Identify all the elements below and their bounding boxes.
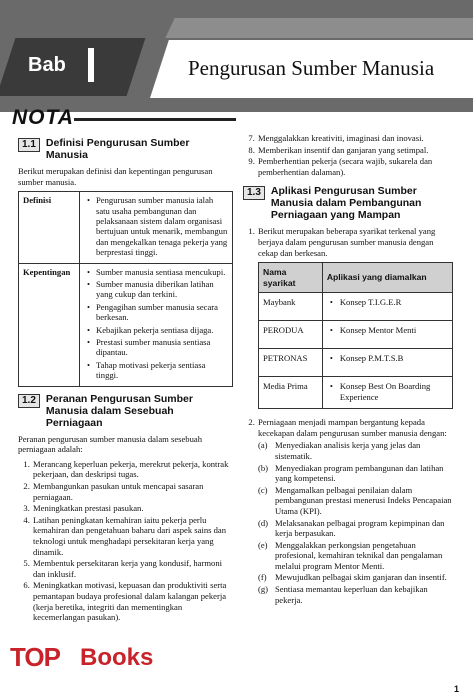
sub-label: (a) [258,440,268,451]
section-1-3-heading [243,185,453,221]
description-cell [80,192,233,263]
section-number: 1.3 [243,186,265,200]
concept-cell [322,377,452,409]
table-header-row [259,263,453,293]
section-title: Definisi Pengurusan Sumber Manusia [45,137,190,161]
list-item: • Sumber manusia diberikan latihan yang cukup dan terkini. [96,279,228,300]
list-item: 5. Membentuk persekitaran kerja yang kondusif, harmoni dan inklusif. [32,558,233,579]
section-title: Peranan Pengurusan Sumber Manusia dalam Sesebuah Perniagaan [45,392,193,429]
sub-item [258,462,453,484]
watermark-books: Books [80,644,154,671]
left-column [18,133,233,624]
sub-label: (g) [258,584,269,595]
sub-label: (d) [258,517,269,528]
table-row [19,192,233,263]
table-row [259,349,453,377]
sub-item [258,484,453,517]
list-item: 8. Memberikan insentif dan ganjaran yang setimpal. [257,145,453,156]
company-cell: PERODUA [259,321,323,349]
list-item: • Tahap motivasi pekerja sentiasa tinggi. [96,360,228,381]
term-cell: Kepentingan [19,263,80,386]
section-intro: Peranan pengurusan sumber manusia dalam sesebuah perniagaan adalah: [18,433,202,455]
section-intro: Berikut merupakan definisi dan kepentingan pengurusan sumber manusia. [18,166,213,187]
application-points [243,226,453,605]
list-item: • Konsep P.M.T.S.B [339,353,448,363]
list-item [257,417,453,605]
sub-item [258,539,453,572]
company-table [258,262,453,409]
list-item: • Pengurusan sumber manusia ialah satu usaha pembangunan dan pelaksanaan sistem dalam organisasi bertujuan untuk menarik, membangun dan mengekalkan tenaga pekerja yang berprestasi tinggi. [96,195,228,257]
sub-text: Melaksanakan pelbagai program kepimpinan dan kerja berpasukan. [275,517,445,539]
table-row [259,321,453,349]
sub-text: Menyediakan analisis kerja yang jelas dan sistematik. [275,440,421,461]
list-item: • Pengagihan sumber manusia secara berkesan. [96,302,228,323]
column-header: Aplikasi yang diamalkan [322,263,452,293]
list-item: 3. Meningkatkan prestasi pasukan. [32,503,233,514]
list-item: • Sumber manusia sentiasa mencukupi. [96,267,228,277]
sub-text: Mengamalkan pelbagai penilaian dalam pembangunan prestasi menerusi Indeks Pencapaian Utama (KPI). [275,484,452,516]
chapter-header [0,0,473,112]
description-cell [80,263,233,386]
term-cell: Definisi [19,192,80,263]
list-item: 2. Membangunkan pasukan untuk mencapai sasaran perniagaan. [32,481,233,502]
sub-item [258,440,453,461]
roles-list-continued [243,133,453,177]
point-text: Perniagaan menjadi mampan bergantung kepada kecekapan dalam pengurusan sumber manusia dengan: [258,417,447,438]
list-item [257,226,453,409]
column-header: Nama syarikat [259,263,323,293]
sub-item [258,584,453,605]
sub-text: Menyediakan program pembangunan dan latihan yang kompetensi. [275,462,444,484]
concept-cell [322,293,452,321]
list-item: • Kebajikan pekerja sentiasa dijaga. [96,325,228,335]
header-stripe [165,18,473,38]
list-item: • Konsep Mentor Menti [339,325,448,335]
sub-label: (f) [258,572,267,583]
sub-item [258,517,453,539]
definition-table [18,191,233,387]
list-item: 4. Latihan peningkatan kemahiran iaitu pekerja perlu kemahiran dan pengetahuan baharu dari aspek sains dan teknologi untuk menghadapi persekitaran kerja yang dinamik. [32,515,233,557]
page-number: 1 [454,684,460,694]
chapter-title: Pengurusan Sumber Manusia [188,56,435,80]
sub-text: Menggalakkan perkongsian pengetahuan profesional, kemahiran teknikal dan pengalaman melalui program Mentor Menti. [275,539,443,571]
list-item: • Konsep T.I.G.E.R [339,297,448,307]
section-1-2-heading [18,393,233,429]
sub-label: (b) [258,462,269,473]
list-item: 7. Menggalakkan kreativiti, imaginasi dan inovasi. [257,133,453,144]
sub-label: (c) [258,484,268,495]
watermark-top: TOP [10,642,60,672]
chapter-number-bar [88,48,94,82]
sub-label: (e) [258,539,268,550]
section-number: 1.1 [18,138,40,152]
point-text: Berikut merupakan beberapa syarikat terkenal yang berjaya dalam pengurusan sumber manusia dengan cekap dan berkesan. [258,226,436,258]
section-number: 1.2 [18,394,40,408]
nota-underline [74,118,236,121]
nota-heading: NOTA [12,106,74,129]
topbooks-watermark-logo [10,640,180,678]
list-item: • Konsep Best On Boarding Experience [339,381,448,402]
chapter-label: Bab [28,54,66,76]
list-item: 1. Merancang keperluan pekerja, merekrut pekerja, kontrak pekerjaan, dan deskripsi tugas. [32,459,233,480]
company-cell: Media Prima [259,377,323,409]
table-row [19,263,233,386]
sub-text: Mewujudkan pelbagai skim ganjaran dan insentif. [275,572,447,583]
chapter-badge [0,38,145,96]
company-cell: PETRONAS [259,349,323,377]
table-row [259,377,453,409]
company-cell: Maybank [259,293,323,321]
right-column [243,133,453,606]
concept-cell [322,349,452,377]
sub-list [258,440,453,605]
concept-cell [322,321,452,349]
list-item: • Prestasi sumber manusia sentiasa dipantau. [96,337,228,358]
sub-text: Sentiasa memantau keperluan dan kebajikan pekerja. [275,584,428,605]
list-item: 6. Meningkatkan motivasi, kepuasan dan produktiviti serta pemantapan budaya profesional dalam kalangan pekerja (kerja beretika, integriti dan mementingkan kecemerlangan pasukan). [32,580,233,622]
roles-list [18,459,233,623]
table-row [259,293,453,321]
section-title: Aplikasi Pengurusan Sumber Manusia dalam Pembangunan Perniagaan yang Mampan [270,185,422,222]
sub-item [258,572,453,583]
section-1-1-heading [18,137,233,161]
list-item: 9. Pemberhentian pekerja (secara wajib, sukarela dan pemberhentian dalaman). [257,156,453,177]
